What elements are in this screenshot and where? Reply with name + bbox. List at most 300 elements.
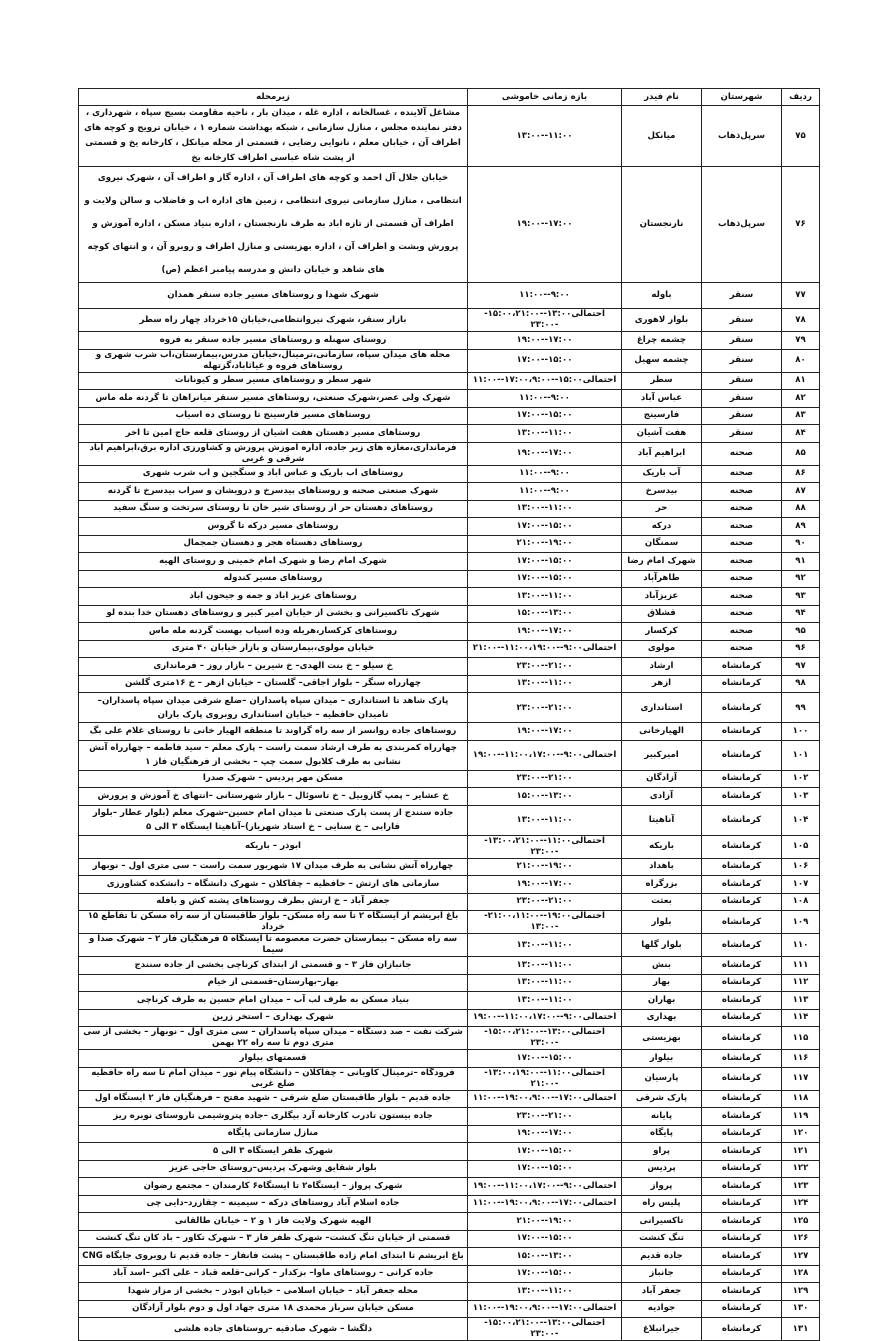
city-cell: کرمانشاه [702, 974, 782, 992]
feeder-cell: آزادی [622, 788, 702, 806]
row-number-cell: ۱۱۸ [782, 1090, 820, 1108]
row-number-cell: ۸۹ [782, 518, 820, 536]
area-cell: جاده اسلام آباد روستاهای درکه – سیمینه – چقازرد–دایی چی [79, 1195, 468, 1213]
city-cell: کرمانشاه [702, 1265, 782, 1283]
city-cell: سنقر [702, 349, 782, 372]
feeder-cell: شهرک امام رضا [622, 553, 702, 571]
row-number-cell: ۱۱۳ [782, 992, 820, 1010]
city-cell: کرمانشاه [702, 1283, 782, 1301]
time-range-cell: ۱۱:۰۰--۱۳:۰۰ [468, 500, 622, 518]
feeder-cell: پردیس [622, 1160, 702, 1178]
table-row [79, 893, 820, 911]
time-range-cell: احتمالی۹:۰۰--۱۱:۰۰،۱۷:۰۰--۱۹:۰۰ [468, 1009, 622, 1027]
time-range-cell: ۱۱:۰۰--۱۳:۰۰ [468, 974, 622, 992]
row-number-cell: ۸۷ [782, 483, 820, 501]
header-row-number: ردیف [782, 89, 820, 106]
area-cell: مسکن مهر پردیس – شهرک صدرا [79, 770, 468, 788]
area-cell: شهر سطر و روستاهای مسیر سطر و کیونانات [79, 372, 468, 390]
time-range-cell: ۱۵:۰۰--۱۷:۰۰ [468, 1230, 622, 1248]
row-number-cell: ۹۵ [782, 623, 820, 641]
area-cell: خیابان جلال آل احمد و کوچه های اطراف آن ، اداره گاز و اطراف آن ، شهرک نیروی انتظامی ، منازل سازمانی نیروی انتظامی ، زمین های اداره اب و فاضلاب و سالن ولایت و اطراف آن قسمتی از تازه اباد به طرف نارنجستان ، اداره بنیاد مسکن ، اداره آموزش و پرورش ویشت و اطراف آن ، اداره بهزیستی و منازل اطراف و روبرو آن ، و انتهای کوچه های شاهد و خیابان دانش و مدرسه پیامبر اعظم (ص) [79, 167, 468, 283]
time-range-cell: ۱۵:۰۰--۱۷:۰۰ [468, 518, 622, 536]
city-cell: سنقر [702, 390, 782, 408]
area-cell: قسمتهای بیلوار [79, 1050, 468, 1068]
table-row [79, 957, 820, 975]
feeder-cell: بیدسرخ [622, 483, 702, 501]
time-range-cell: ۱۵:۰۰--۱۷:۰۰ [468, 1265, 622, 1283]
table-row [79, 623, 820, 641]
row-number-cell: ۸۶ [782, 465, 820, 483]
feeder-cell: آزادگان [622, 770, 702, 788]
time-range-cell: ۱۱:۰۰--۱۳:۰۰ [468, 1283, 622, 1301]
time-range-cell: احتمالی۱۳:۰۰--۱۵:۰۰،۲۱:۰۰--۲۳:۰۰ [468, 1318, 622, 1341]
area-cell: بلوار شقایق وشهرک پردیس–روستای حاجی عزیز [79, 1160, 468, 1178]
row-number-cell: ۱۲۸ [782, 1265, 820, 1283]
city-cell: کرمانشاه [702, 1143, 782, 1161]
city-cell: صحنه [702, 442, 782, 465]
area-cell: روستاهای دهستان حر از روستای شیر خان تا روستای سرتخت و سنگ سفید [79, 500, 468, 518]
row-number-cell: ۱۰۸ [782, 893, 820, 911]
area-cell: شهرک ظفر ایستگاه ۳ الی ۵ [79, 1143, 468, 1161]
city-cell: کرمانشاه [702, 675, 782, 693]
area-cell: شهرک بهداری – استخر زرین [79, 1009, 468, 1027]
time-range-cell: احتمالی۱۱:۰۰--۱۳:۰۰،۲۱:۰۰--۲۳:۰۰ [468, 835, 622, 858]
feeder-cell: چشمه چراغ [622, 332, 702, 350]
feeder-cell: نارنجستان [622, 167, 702, 283]
area-cell: روستاهای جاده روانسر از سه راه گراوند تا منطقه الهیار خانی تا روستای غلام علی بگ [79, 723, 468, 741]
row-number-cell: ۱۱۶ [782, 1050, 820, 1068]
time-range-cell: ۱۱:۰۰--۱۳:۰۰ [468, 957, 622, 975]
area-cell: چهارراه کمربندی به طرف ارشاد سمت راست – پارک معلم – سید فاطمه – چهارراه آتش نشانی به طرف کلابول سمت چپ – بخشی از فرهنگیان فاز ۱ [79, 740, 468, 770]
feeder-cell: باریکه [622, 835, 702, 858]
city-cell: سنقر [702, 309, 782, 332]
row-number-cell: ۷۷ [782, 283, 820, 309]
table-row [79, 500, 820, 518]
feeder-cell: مولوی [622, 640, 702, 658]
feeder-cell: ازهر [622, 675, 702, 693]
area-cell: جاده قدیم – بلوار طاقبستان ضلع شرقی – شهید مفتح – فرهنگیان فاز ۲ ایستگاه اول [79, 1090, 468, 1108]
table-row [79, 1050, 820, 1068]
area-cell: جاده کرانی – روستاهای ماوا– بزکدار – کرانی–قلعه قباد – علی اکبر –اسد آباد [79, 1265, 468, 1283]
feeder-cell: پارسیان [622, 1067, 702, 1090]
city-cell: کرمانشاه [702, 1160, 782, 1178]
row-number-cell: ۹۴ [782, 605, 820, 623]
feeder-cell: تنگ کنشت [622, 1230, 702, 1248]
area-cell: روستاهای اب باریک و عباس اباد و سنگجین و اب شرب شهری [79, 465, 468, 483]
time-range-cell: احتمالی۹:۰۰--۱۱:۰۰،۱۷:۰۰--۱۹:۰۰ [468, 740, 622, 770]
table-row [79, 675, 820, 693]
city-cell: کرمانشاه [702, 858, 782, 876]
city-cell: سنقر [702, 332, 782, 350]
table-row [79, 934, 820, 957]
table-row [79, 974, 820, 992]
city-cell: کرمانشاه [702, 1027, 782, 1050]
outage-schedule-document [78, 88, 819, 1341]
area-cell: شهرک ولی عصر،شهرک صنعتی، روستاهای مسیر سنقر میانراهان تا گردنه مله ماس [79, 390, 468, 408]
feeder-cell: سطر [622, 372, 702, 390]
table-row [79, 167, 820, 283]
table-body [79, 106, 820, 1341]
table-row [79, 1213, 820, 1231]
time-range-cell: ۱۹:۰۰--۲۱:۰۰ [468, 858, 622, 876]
feeder-cell: قشلاق [622, 605, 702, 623]
city-cell: کرمانشاه [702, 740, 782, 770]
time-range-cell: ۲۱:۰۰--۲۳:۰۰ [468, 693, 622, 723]
row-number-cell: ۱۱۰ [782, 934, 820, 957]
row-number-cell: ۱۰۲ [782, 770, 820, 788]
city-cell: کرمانشاه [702, 1300, 782, 1318]
feeder-cell: چشمه سهیل [622, 349, 702, 372]
time-range-cell: ۱۱:۰۰--۱۳:۰۰ [468, 675, 622, 693]
time-range-cell: احتمالی۱۵:۰۰--۱۷:۰۰،۹:۰۰--۱۱:۰۰ [468, 372, 622, 390]
city-cell: سنقر [702, 425, 782, 443]
feeder-cell: جوادیه [622, 1300, 702, 1318]
time-range-cell: احتمالی۱۷:۰۰--۱۹:۰۰،۹:۰۰--۱۱:۰۰ [468, 1195, 622, 1213]
city-cell: کرمانشاه [702, 658, 782, 676]
table-row [79, 1248, 820, 1266]
city-cell: کرمانشاه [702, 893, 782, 911]
city-cell: کرمانشاه [702, 770, 782, 788]
area-cell: روستای سهنله و روستاهای مسیر جاده سنقر به فروه [79, 332, 468, 350]
row-number-cell: ۸۴ [782, 425, 820, 443]
city-cell: سنقر [702, 407, 782, 425]
area-cell: سازمانی های ارتش – حافظیه – چقاکلان – شهرک دانشگاه – دانشکده کشاورزی [79, 876, 468, 894]
row-number-cell: ۱۲۴ [782, 1195, 820, 1213]
area-cell: خ سیلو – خ بنت الهدی– خ شیرین – بازار روز – فرمانداری [79, 658, 468, 676]
time-range-cell: ۱۱:۰۰--۱۳:۰۰ [468, 106, 622, 167]
table-row [79, 1283, 820, 1301]
feeder-cell: هفت آشیان [622, 425, 702, 443]
area-cell: پارک شاهد تا استانداری – میدان سپاه پاسداران –ضلع شرقی میدان سپاه پاسداران– تامیدان حافظیه – خیابان استانداری روبروی پارک باران [79, 693, 468, 723]
row-number-cell: ۹۰ [782, 535, 820, 553]
city-cell: صحنه [702, 605, 782, 623]
time-range-cell: ۱۳:۰۰--۱۵:۰۰ [468, 788, 622, 806]
row-number-cell: ۱۲۳ [782, 1178, 820, 1196]
time-range-cell: ۱۱:۰۰--۱۳:۰۰ [468, 805, 622, 835]
time-range-cell: ۱۷:۰۰--۱۹:۰۰ [468, 167, 622, 283]
row-number-cell: ۱۱۷ [782, 1067, 820, 1090]
table-row [79, 1009, 820, 1027]
row-number-cell: ۱۱۲ [782, 974, 820, 992]
row-number-cell: ۱۲۰ [782, 1125, 820, 1143]
city-cell: کرمانشاه [702, 1230, 782, 1248]
table-row [79, 858, 820, 876]
outage-table [78, 88, 820, 1341]
feeder-cell: بیلوار [622, 1050, 702, 1068]
time-range-cell: ۱۱:۰۰--۱۳:۰۰ [468, 992, 622, 1010]
city-cell: کرمانشاه [702, 876, 782, 894]
area-cell: باغ ابریشم تا ابتدای امام زاده طاقبستان – پشت فانفار – جاده قدیم تا روبروی جایگاه CNG [79, 1248, 468, 1266]
city-cell: سرپل‌ذهاب [702, 167, 782, 283]
row-number-cell: ۹۲ [782, 570, 820, 588]
time-range-cell: ۱۷:۰۰--۱۹:۰۰ [468, 723, 622, 741]
table-row [79, 442, 820, 465]
city-cell: سرپل‌ذهاب [702, 106, 782, 167]
feeder-cell: پایانه [622, 1108, 702, 1126]
table-row [79, 553, 820, 571]
area-cell: فرودگاه –ترمینال کاویانی – چقاکلان – دانشگاه پیام نور – میدان امام تا سه راه حافظیه ضلع غربی [79, 1067, 468, 1090]
table-row [79, 805, 820, 835]
time-range-cell: ۱۵:۰۰--۱۷:۰۰ [468, 407, 622, 425]
table-row [79, 283, 820, 309]
area-cell: چهارراه سنگر – بلوار اجاقی– گلستان – خیابان ازهر – خ ۱۶متری گلشن [79, 675, 468, 693]
table-row [79, 992, 820, 1010]
feeder-cell: امیرکبیر [622, 740, 702, 770]
feeder-cell: جاده قدیم [622, 1248, 702, 1266]
row-number-cell: ۱۰۶ [782, 858, 820, 876]
table-row [79, 1090, 820, 1108]
city-cell: صحنه [702, 500, 782, 518]
row-number-cell: ۸۸ [782, 500, 820, 518]
table-row [79, 465, 820, 483]
city-cell: کرمانشاه [702, 835, 782, 858]
table-row [79, 1125, 820, 1143]
feeder-cell: پراو [622, 1143, 702, 1161]
table-row [79, 723, 820, 741]
feeder-cell: باهداد [622, 858, 702, 876]
time-range-cell: ۱۷:۰۰--۱۹:۰۰ [468, 876, 622, 894]
area-cell: قسمتی از خیابان تنگ کنشت– شهرک ظفر فاز ۳ – شهرک تکاور – باد کان تنگ کنشت [79, 1230, 468, 1248]
area-cell: روستاهای مسیر درکه تا گروس [79, 518, 468, 536]
time-range-cell: ۱۳:۰۰--۱۵:۰۰ [468, 605, 622, 623]
area-cell: بهار–بهارستان–قسمتی از خیام [79, 974, 468, 992]
time-range-cell: ۱۵:۰۰--۱۷:۰۰ [468, 1143, 622, 1161]
feeder-cell: بنش [622, 957, 702, 975]
table-row [79, 588, 820, 606]
city-cell: سنقر [702, 283, 782, 309]
city-cell: کرمانشاه [702, 1050, 782, 1068]
area-cell: الهیه شهرک ولایت فاز ۱ و ۲ – خیابان طالقانی [79, 1213, 468, 1231]
area-cell: ابوذر – باریکه [79, 835, 468, 858]
time-range-cell: احتمالی۱۷:۰۰--۱۹:۰۰،۹:۰۰--۱۱:۰۰ [468, 1090, 622, 1108]
area-cell: بنیاد مسکن به طرف لب آب – میدان امام حسین به طرف کرناچی [79, 992, 468, 1010]
feeder-cell: آب باریک [622, 465, 702, 483]
time-range-cell: ۹:۰۰--۱۱:۰۰ [468, 283, 622, 309]
city-cell: صحنه [702, 483, 782, 501]
row-number-cell: ۱۰۰ [782, 723, 820, 741]
area-cell: دلگشا – شهرک صادقیه –روستاهای جاده هلشی [79, 1318, 468, 1341]
time-range-cell: ۲۱:۰۰--۲۳:۰۰ [468, 1108, 622, 1126]
table-row [79, 1195, 820, 1213]
row-number-cell: ۱۲۹ [782, 1283, 820, 1301]
feeder-cell: عزیزآباد [622, 588, 702, 606]
table-row [79, 1178, 820, 1196]
city-cell: صحنه [702, 640, 782, 658]
row-number-cell: ۹۸ [782, 675, 820, 693]
area-cell: فرمانداری،مغازه های زیر جاده، اداره اموزش پرورش و کشاورزی اداره برق،ابراهیم اباد شرقی و غربی [79, 442, 468, 465]
row-number-cell: ۹۹ [782, 693, 820, 723]
table-row [79, 518, 820, 536]
time-range-cell: ۱۹:۰۰--۲۱:۰۰ [468, 1213, 622, 1231]
time-range-cell: ۱۵:۰۰--۱۷:۰۰ [468, 570, 622, 588]
table-row [79, 535, 820, 553]
area-cell: شهرک امام رضا و شهرک امام خمینی و روستای الهیه [79, 553, 468, 571]
city-cell: کرمانشاه [702, 957, 782, 975]
row-number-cell: ۱۱۱ [782, 957, 820, 975]
time-range-cell: احتمالی۹:۰۰--۱۱:۰۰،۱۹:۰۰--۲۱:۰۰ [468, 640, 622, 658]
area-cell: باغ ابریشم از ایستگاه ۲ تا سه راه مسکن– بلوار طاقبستان از سه راه مسکن تا تقاطع ۱۵ خرداد [79, 911, 468, 934]
city-cell: صحنه [702, 623, 782, 641]
row-number-cell: ۱۰۴ [782, 805, 820, 835]
feeder-cell: بهزیستی [622, 1027, 702, 1050]
area-cell: مسکن خیابان سرباز محمدی ۱۸ متری جهاد اول و دوم بلوار آزادگان [79, 1300, 468, 1318]
feeder-cell: ابراهیم آباد [622, 442, 702, 465]
table-row [79, 1027, 820, 1050]
feeder-cell: بعثت [622, 893, 702, 911]
feeder-cell: فارسینج [622, 407, 702, 425]
city-cell: صحنه [702, 535, 782, 553]
city-cell: کرمانشاه [702, 1125, 782, 1143]
header-area: زیرمحله [79, 89, 468, 106]
feeder-cell: جعفر آباد [622, 1283, 702, 1301]
area-cell: شهرک صنعتی صحنه و روستاهای بیدسرخ و درویشان و سراب بیدسرخ تا گردنه [79, 483, 468, 501]
area-cell: شرکت نفت – صد دستگاه – میدان سپاه پاسداران – سی متری اول – نوبهار – بخشی از سی متری دوم تا سه راه ۲۲ بهمن [79, 1027, 468, 1050]
area-cell: روستاهای مسیر دهستان هفت اشیان از روستای قلعه حاج امین تا اخر [79, 425, 468, 443]
feeder-cell: ارشاد [622, 658, 702, 676]
area-cell: روستاهای مسیر فارسینج تا روستای ده اسیاب [79, 407, 468, 425]
city-cell: صحنه [702, 465, 782, 483]
area-cell: سه راه مسکن – بیمارستان حضرت معصومه تا ایستگاه ۵ فرهنگیان فاز ۲ – شهرک صدا و سیما [79, 934, 468, 957]
feeder-cell: استانداری [622, 693, 702, 723]
city-cell: کرمانشاه [702, 934, 782, 957]
area-cell: مشاغل آلاینده ، غسالخانه ، اداره غله ، میدان بار ، ناحیه مقاومت بسیج سپاه ، شهرداری ، دفتر نماینده مجلس ، منازل سازمانی ، شبکه بهداشت شماره ۱ ، خیابان ترویج و کوچه های اطراف آن ، خیابان معلم ، نانوایی رضایی ، قسمتی از محله میانکل ، کارخانه یخ و قسمتی از پشت شاه عباسی اطراف کارخانه یخ [79, 106, 468, 167]
city-cell: کرمانشاه [702, 693, 782, 723]
time-range-cell: ۱۱:۰۰--۱۳:۰۰ [468, 425, 622, 443]
time-range-cell: احتمالی۹:۰۰--۱۱:۰۰،۱۷:۰۰--۱۹:۰۰ [468, 1178, 622, 1196]
table-row [79, 407, 820, 425]
feeder-cell: جیرانبلاغ [622, 1318, 702, 1341]
feeder-cell: طاهرآباد [622, 570, 702, 588]
feeder-cell: بهاران [622, 992, 702, 1010]
table-row [79, 425, 820, 443]
city-cell: صحنه [702, 518, 782, 536]
row-number-cell: ۷۸ [782, 309, 820, 332]
table-row [79, 483, 820, 501]
row-number-cell: ۷۹ [782, 332, 820, 350]
feeder-cell: پرواز [622, 1178, 702, 1196]
row-number-cell: ۸۳ [782, 407, 820, 425]
time-range-cell: ۱۹:۰۰--۲۱:۰۰ [468, 535, 622, 553]
row-number-cell: ۹۱ [782, 553, 820, 571]
table-row [79, 570, 820, 588]
time-range-cell: احتمالی۱۹:۰۰--۲۱:۰۰،۱۱:۰۰--۱۳:۰۰ [468, 911, 622, 934]
time-range-cell: ۹:۰۰--۱۱:۰۰ [468, 465, 622, 483]
row-number-cell: ۷۶ [782, 167, 820, 283]
row-number-cell: ۱۳۱ [782, 1318, 820, 1341]
feeder-cell: پایگاه [622, 1125, 702, 1143]
row-number-cell: ۱۲۷ [782, 1248, 820, 1266]
area-cell: جاده سنندج از پست پارک صنعتی تا میدان امام حسین–شهرک معلم (بلوار عطار –بلوار فارابی – خ سنایی – خ استاد شهریار)–آناهیتا ایستگاه ۳ الی ۵ [79, 805, 468, 835]
city-cell: کرمانشاه [702, 788, 782, 806]
city-cell: کرمانشاه [702, 1178, 782, 1196]
row-number-cell: ۱۱۹ [782, 1108, 820, 1126]
city-cell: کرمانشاه [702, 1195, 782, 1213]
city-cell: کرمانشاه [702, 1090, 782, 1108]
table-row [79, 876, 820, 894]
row-number-cell: ۱۰۹ [782, 911, 820, 934]
row-number-cell: ۱۲۶ [782, 1230, 820, 1248]
row-number-cell: ۸۱ [782, 372, 820, 390]
time-range-cell: ۱۵:۰۰--۱۷:۰۰ [468, 349, 622, 372]
feeder-cell: میانکل [622, 106, 702, 167]
header-feeder: نام فیدر [622, 89, 702, 106]
feeder-cell: پارک شرقی [622, 1090, 702, 1108]
area-cell: شهرک تاکسیرانی و بخشی از خیابان امیر کبیر و روستاهای دهستان خدا بنده لو [79, 605, 468, 623]
time-range-cell: ۲۱:۰۰--۲۳:۰۰ [468, 658, 622, 676]
city-cell: کرمانشاه [702, 1248, 782, 1266]
area-cell: روستاهای مسیر کندوله [79, 570, 468, 588]
row-number-cell: ۱۳۰ [782, 1300, 820, 1318]
time-range-cell: ۱۷:۰۰--۱۹:۰۰ [468, 623, 622, 641]
city-cell: کرمانشاه [702, 723, 782, 741]
row-number-cell: ۸۲ [782, 390, 820, 408]
table-row [79, 788, 820, 806]
time-range-cell: ۱۷:۰۰--۱۹:۰۰ [468, 1125, 622, 1143]
area-cell: خ عشایر – پمپ گازوییل – خ تاسوئال – بازار شهرستانی –انتهای خ آموزش و پرورش [79, 788, 468, 806]
time-range-cell: احتمالی۱۱:۰۰--۱۳:۰۰،۱۹:۰۰--۲۱:۰۰ [468, 1067, 622, 1090]
row-number-cell: ۱۱۵ [782, 1027, 820, 1050]
feeder-cell: بلوار گلها [622, 934, 702, 957]
time-range-cell: احتمالی۱۷:۰۰--۱۹:۰۰،۹:۰۰--۱۱:۰۰ [468, 1300, 622, 1318]
table-row [79, 106, 820, 167]
table-row [79, 390, 820, 408]
time-range-cell: ۲۱:۰۰--۲۳:۰۰ [468, 770, 622, 788]
city-cell: کرمانشاه [702, 1318, 782, 1341]
area-cell: محله های میدان سپاه، سازمانی،ترمینال،خیابان مدرس،بیمارستان،اب شرب شهری و روستاهای فروه و غیاثاباد،گزتهله [79, 349, 468, 372]
area-cell: جعفر آباد – خ ارتش بطرف روستاهای پشته کش و بافله [79, 893, 468, 911]
area-cell: جاده بیستون تادرب کارخانه آرد بیگلری –جاده پتروشیمی تاروستای نوبره ریز [79, 1108, 468, 1126]
row-number-cell: ۱۰۷ [782, 876, 820, 894]
feeder-cell: بلوار لاهوری [622, 309, 702, 332]
row-number-cell: ۷۵ [782, 106, 820, 167]
table-row [79, 332, 820, 350]
time-range-cell: ۱۱:۰۰--۱۳:۰۰ [468, 934, 622, 957]
table-row [79, 911, 820, 934]
header-city: شهرستان [702, 89, 782, 106]
table-row [79, 349, 820, 372]
table-row [79, 372, 820, 390]
feeder-cell: آناهیتا [622, 805, 702, 835]
area-cell: خیابان مولوی،بیمارستان و بازار خیابان ۴۰ متری [79, 640, 468, 658]
feeder-cell: الهیارخانی [622, 723, 702, 741]
table-row [79, 770, 820, 788]
table-row [79, 309, 820, 332]
table-row [79, 1300, 820, 1318]
city-cell: صحنه [702, 588, 782, 606]
feeder-cell: بهار [622, 974, 702, 992]
city-cell: صحنه [702, 553, 782, 571]
table-row [79, 740, 820, 770]
row-number-cell: ۹۷ [782, 658, 820, 676]
city-cell: کرمانشاه [702, 911, 782, 934]
area-cell: جانبازان فاز ۳ – و قسمتی از ابتدای کرناچی بخشی از جاده سنندج [79, 957, 468, 975]
time-range-cell: ۲۱:۰۰--۲۳:۰۰ [468, 893, 622, 911]
time-range-cell: ۹:۰۰--۱۱:۰۰ [468, 483, 622, 501]
area-cell: بازار سنقر، شهرک نیروانتظامی،خیابان ۱۵خرداد چهار راه سطر [79, 309, 468, 332]
city-cell: کرمانشاه [702, 1213, 782, 1231]
row-number-cell: ۱۲۱ [782, 1143, 820, 1161]
feeder-cell: عباس آباد [622, 390, 702, 408]
time-range-cell: ۱۵:۰۰--۱۷:۰۰ [468, 1050, 622, 1068]
city-cell: کرمانشاه [702, 805, 782, 835]
feeder-cell: بزرگراه [622, 876, 702, 894]
row-number-cell: ۹۶ [782, 640, 820, 658]
city-cell: سنقر [702, 372, 782, 390]
area-cell: منازل سازمانی پایگاه [79, 1125, 468, 1143]
row-number-cell: ۹۳ [782, 588, 820, 606]
feeder-cell: بهداری [622, 1009, 702, 1027]
time-range-cell: ۱۵:۰۰--۱۷:۰۰ [468, 1160, 622, 1178]
